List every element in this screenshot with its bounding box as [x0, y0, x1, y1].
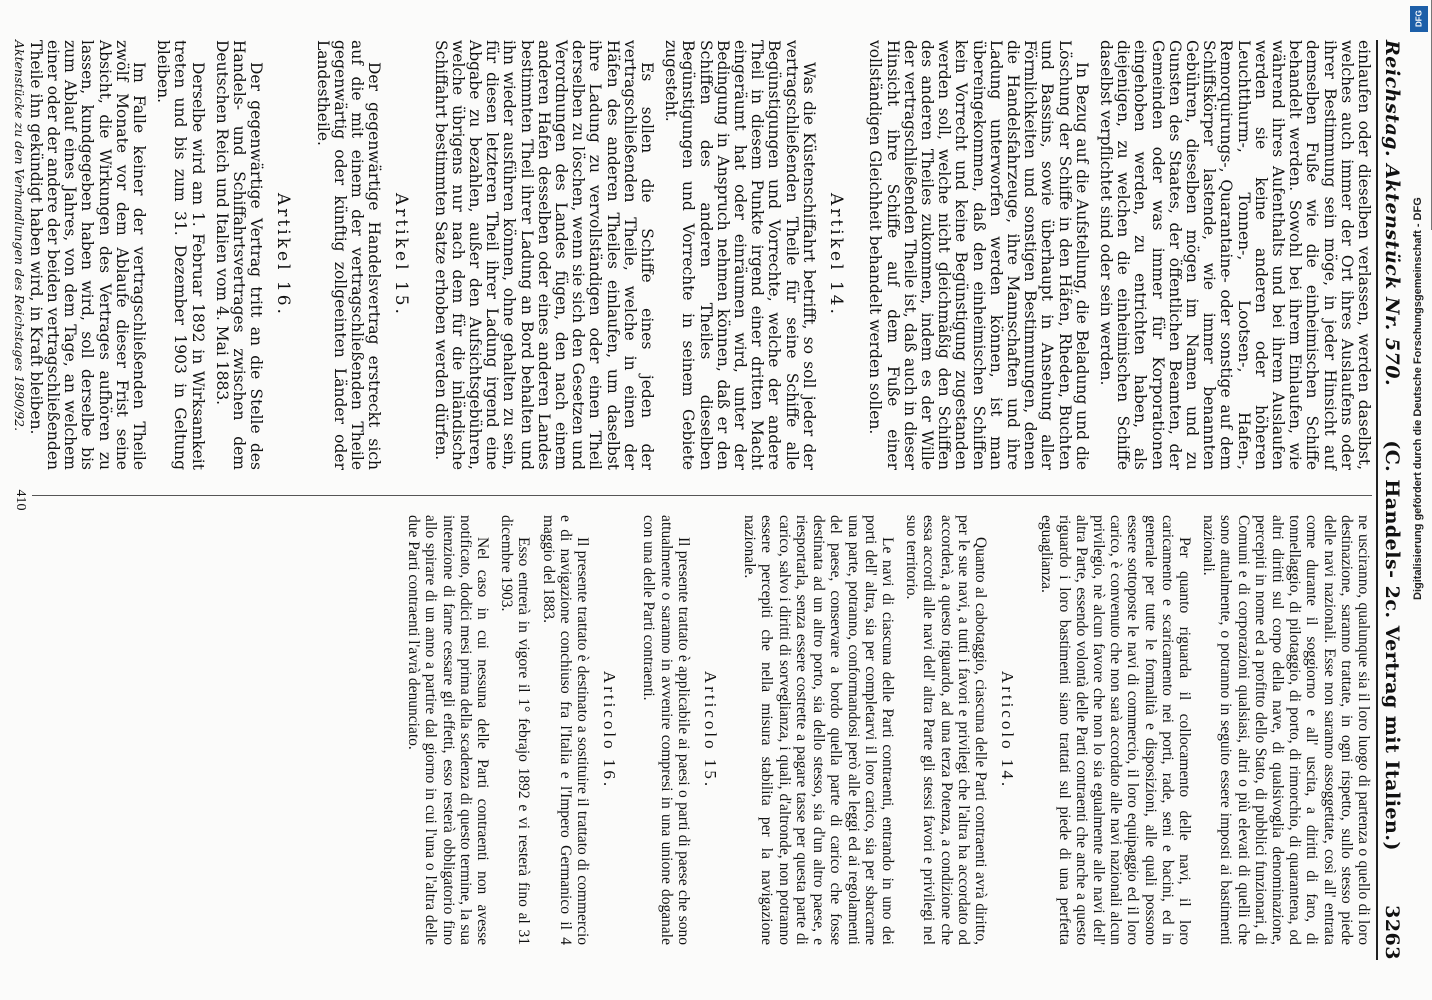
italian-paragraph: Per quanto riguarda il collocamento delle navi, il loro caricamento e scaricamento nei porti, rade, seni e bacini, ed in generale per tutte le formalità e disposizioni, alle quali possono essere sottoposte le navi di commercio, il loro equipaggio ed il loro carico, è convenuto che non sarà accordato alle navi nazionali alcun privilegio, nè alcun favore che non lo sia egualmente alle navi dell' altra Parte, essendo volontà delle Parti contraenti che anche a questo riguardo i loro bastimenti siano trattati sul piede di una perfetta eguaglianza. [1038, 515, 1193, 945]
column-divider [32, 495, 1372, 496]
italian-paragraph: ne usciranno, qualunque sia il loro luogo di partenza o quello di loro destinazione, saranno trattate, in ogni rispetto, sullo stesso piede delle navi nazionali. Esse non saranno assoggettate, così all' entrata come durante il soggiorno e all' uscita, a diritti di faro, di tonnellaggio, di pilotaggio, di porto, di rimorchio, di quarantena, od altri diritti sul corpo della nave, di qualsivoglia denominazione, percepiti in nome ed a profitto dello Stato, di pubblici funzionari, di Comuni e di corporazioni qualsiasi, altri o più elevati di quelli che sono attualmente, o potranno in seguito essere imposti ai bastimenti nazionali. [1200, 515, 1372, 945]
german-paragraph: Derselbe wird am 1. Februar 1892 in Wirksamkeit treten und bis zum 31. Dezember 1903 in Geltung bleiben. [154, 40, 207, 470]
german-paragraph: Der gegenwärtige Handelsvertrag erstreckt sich auf die mit einem der vertragschließenden Theile gegenwärtig oder künftig zollgeeinten Länder oder Landestheile. [313, 40, 384, 470]
german-paragraph: Was die Küstenschiffahrt betrifft, so soll jeder der vertragschließenden Theile für seine Schiffe alle Begünstigungen und Vorrechte, welche der andere Theil in diesem Punkte irgend einer dritten Macht eingeräumt hat oder einräumen wird, unter der Bedingung in Anspruch nehmen können, daß er den Schiffen des anderen Theiles dieselben Begünstigungen und Vorrechte in seinem Gebiete zugesteht. [662, 40, 818, 470]
italian-article-14-heading: Articolo 14. [998, 670, 1018, 790]
german-paragraph: einlaufen oder dieselben verlassen, werden daselbst, welches auch immer der Ort ihres Auslaufens oder ihrer Bestimmung sein möge, in jeder Hinsicht auf demselben Fuße wie die einheimischen Schiffe behandelt werden. Sowohl bei ihrem Einlaufen, wie während ihres Aufenthalts und bei ihrem Auslaufen werden sie keine anderen oder höheren Leuchtthurm-, Tonnen-, Lootsen-, Hafen-, Remorquirungs-, Quarantaine- oder sonstige auf dem Schiffskörper lastende, wie immer benannten Gebühren, dieselben mögen im Namen und zu Gunsten des Staates, der öffentlichen Beamten, der Gemeinden oder was immer für Korporationen eingehoben werden, zu entrichten haben, als diejenigen, zu welchen die einheimischen Schiffe daselbst verpflichtet sind oder sein werden. [1096, 40, 1373, 470]
bottom-page-number: 410 [13, 489, 28, 511]
italian-column [32, 515, 1372, 945]
german-paragraph: Der gegenwärtige Vertrag tritt an die Stelle des Handels- und Schiffahrtsvertrages zwischen dem Deutschen Reich und Italien vom 4. Mai 1883. [212, 40, 266, 470]
digitization-notice: Digitalisierung gefördert durch die Deutsche Forschungsgemeinschaft - DFG [1412, 197, 1424, 600]
german-article-16-heading: Artikel 16. [273, 193, 294, 317]
digitization-strip [1406, 0, 1432, 1000]
text-columns [12, 40, 1372, 960]
italian-article-16-heading: Articolo 16. [600, 670, 620, 790]
german-paragraph: Es sollen die Schiffe eines jeden der vertragschließenden Theile, welche in einen der Häfen des anderen Theiles einlaufen, um daselbst ihre Ladung zu vervollständigen oder einen Theil derselben zu löschen, wenn sie sich den Gesetzen und Verordnungen des Landes fügen, den nach einem anderen Hafen desselben oder eines anderen Landes bestimmten Theil ihrer Ladung an Bord behalten und ihn wieder ausführen können, ohne gehalten zu sein, für diesen letzteren Theil ihrer Ladung irgend eine Abgabe zu bezahlen, außer den Aufsichtsgebühren, welche übrigens nur nach dem für die inländische Schiffahrt bestimmten Satze erhoben werden dürfen. [431, 40, 657, 470]
header-page-number: 3263 [1381, 905, 1403, 960]
german-article-14-heading: Artikel 14. [826, 193, 847, 317]
dfg-logo: DFG [1410, 6, 1428, 32]
italian-paragraph: Le navi di ciascuna delle Parti contraenti, entrando in uno dei porti dell' altra, sia per completarvi il loro carico, sia per sbarcarne una parte, potranno, conformandosi però alle leggi ed ai regolamenti del paese, conservare a bordo quella parte di carico che fosse destinata ad un altro porto, sia dello stesso, sia d'un altro paese, e riesportarla, senza essere costrette a pagare tasse per questa parte di carico, salvo i diritti di sorveglianza, i quali, d'altronde, non potranno essere percepiti che nella misura stabilita per la navigazione nazionale. [741, 515, 896, 945]
header-middle: (C. Handels- 2c. Vertrag mit Italien.) [1381, 440, 1403, 851]
german-article-15-heading: Artikel 15. [391, 193, 412, 317]
italian-paragraph: Esso entrerà in vigore il 1° febrajo 1892 e vi resterà fino al 31 dicembre 1903. [498, 515, 533, 945]
italian-paragraph: Il presente trattato è applicabile ai paesi o parti di paese che sono attualmente o saranno in avvenire compresi in una unione doganale con una delle Parti contraenti. [640, 515, 692, 945]
italian-article-15-heading: Articolo 15. [701, 670, 721, 790]
italian-paragraph: Quanto al cabotaggio, ciascuna delle Parti contraenti avrà diritto, per le sue navi, a tutti i favori e privilegi che l'altra ha accordato od accorderà, a questo riguardo, ad una terza Potenza, a condizione che essa accordi alle navi dell' altra Parte gli stessi favori e privilegi nel suo territorio. [903, 515, 989, 945]
german-paragraph: Im Falle keiner der vertragschließenden Theile zwölf Monate vor dem Ablaufe dieser Frist seine Absicht, die Wirkungen des Vertrages aufhören zu lassen, kundgegeben haben wird, soll derselbe bis zum Ablauf eines Jahres, von dem Tage, an welchem einer oder der andere der beiden vertragschließenden Theile ihn gekündigt haben wird, in Kraft bleiben. [26, 40, 148, 470]
italian-paragraph: Nel caso in cui nessuna delle Parti contraenti non avesse notificato, dodici mesi prima della scadenza di questo termine, la sua intenzione di farne cessare gli effetti, esso resterà obbligatorio fino allo spirare di un anno a partire dal giorno in cui l'una o l'altra delle due Parti contraenti l'avrà denunciato. [405, 515, 492, 945]
german-column [26, 40, 1373, 470]
header-left: Reichstag. Aktenstück Nr. 570. [1381, 40, 1403, 387]
footnote: Aktenstücke zu den Verhandlungen des Reichstages 1890/92. [12, 40, 27, 432]
italian-paragraph: Il presente trattato è destinato a sostituire il trattato di commercio e di navigazione conchiuso fra l'Italia e l'Impero Germanico il 4 maggio del 1883. [539, 515, 592, 945]
german-paragraph: In Bezug auf die Aufstellung, die Beladung und die Löschung der Schiffe in den Häfen, Rheden, Buchten und Bassins, sowie überhaupt in Ansehung aller Förmlichkeiten und sonstigen Bestimmungen, denen die Handelsfahrzeuge, ihre Mannschaften und ihre Ladung unterworfen werden können, ist man übereingekommen, daß den einheimischen Schiffen kein Vorrecht und keine Begünstigung zugestanden werden soll, welche nicht gleichmäßig den Schiffen des anderen Theiles zukommen, indem es der Wille der vertragschließenden Theile ist, daß auch in dieser Hinsicht ihre Schiffe auf dem Fuße einer vollständigen Gleichheit behandelt werden sollen. [866, 40, 1091, 470]
page-header [1376, 40, 1407, 960]
